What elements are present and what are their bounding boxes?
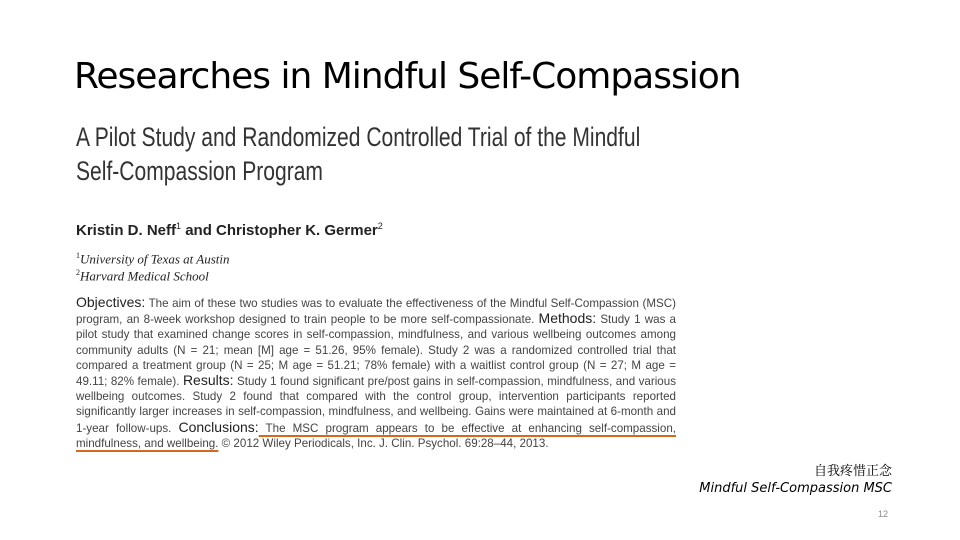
- page-number: 12: [877, 509, 888, 519]
- paper-title-line2: Self-Compassion Program: [76, 156, 323, 186]
- author-germer: Christopher K. Germer: [216, 222, 378, 239]
- author-neff: Kristin D. Neff: [76, 222, 177, 239]
- objectives-text: The aim of these two studies was to evaluate the effectiveness of the Mindful Self-Compassion (MSC) program, an 8-week workshop designed to train people to be more self-compassionate.: [76, 297, 676, 327]
- affiliation-1: [76, 251, 230, 267]
- results-text: Study 1 found significant pre/post gains in self-compassion, mindfulness, and various wellbeing outcomes. Study 2 found that compared with the control group, intervention participants reported significantly larger increases in self-compassion, mindfulness, and wellbeing. Gains were maintained at 6-month and 1-year follow-ups.: [76, 375, 677, 435]
- affiliation-2-text: Harvard Medical School: [80, 268, 209, 284]
- affiliation-1-text: University of Texas at Austin: [80, 251, 230, 267]
- subtitle-english: Mindful Self-Compassion MSC: [699, 481, 892, 496]
- subtitle-chinese: 自我疼惜正念: [813, 464, 892, 479]
- abstract: [76, 295, 676, 451]
- author-conjunction: and: [181, 222, 217, 239]
- methods-label: Methods:: [538, 310, 597, 327]
- results-label: Results:: [182, 372, 234, 389]
- author2-affil-mark: 2: [377, 221, 383, 231]
- citation: © 2012 Wiley Periodicals, Inc. J. Clin. Psychol. 69:28–44, 2013.: [218, 436, 549, 450]
- conclusions-label: Conclusions:: [178, 418, 259, 435]
- affiliation-1-mark: 1: [76, 251, 80, 260]
- conclusions-text: The MSC program appears to be effective at enhancing self-compassion, mindfulness, and wellbeing.: [76, 421, 676, 450]
- methods-text: Study 1 was a pilot study that examined change scores in self-compassion, mindfulness, and various wellbeing outcomes among community adults (N = 21; mean [M] age = 51.26, 95% female). Study 2 was a randomized controlled trial that compared a treatment group (N = 25; M age = 51.21; 78% female) with a waitlist control group (N = 27; M age = 49.11; 82% female).: [76, 313, 676, 389]
- affiliation-2: [76, 268, 209, 284]
- objectives-label: Objectives:: [76, 294, 146, 310]
- slide-title: Researches in Mindful Self-Compassion: [74, 56, 741, 97]
- author1-affil-mark: 1: [176, 221, 182, 231]
- affiliation-2-mark: 2: [76, 268, 80, 277]
- paper-title-line1: A Pilot Study and Randomized Controlled Trial of the Mindful: [76, 122, 641, 152]
- author-list: [76, 221, 383, 239]
- paper-title: [76, 120, 641, 188]
